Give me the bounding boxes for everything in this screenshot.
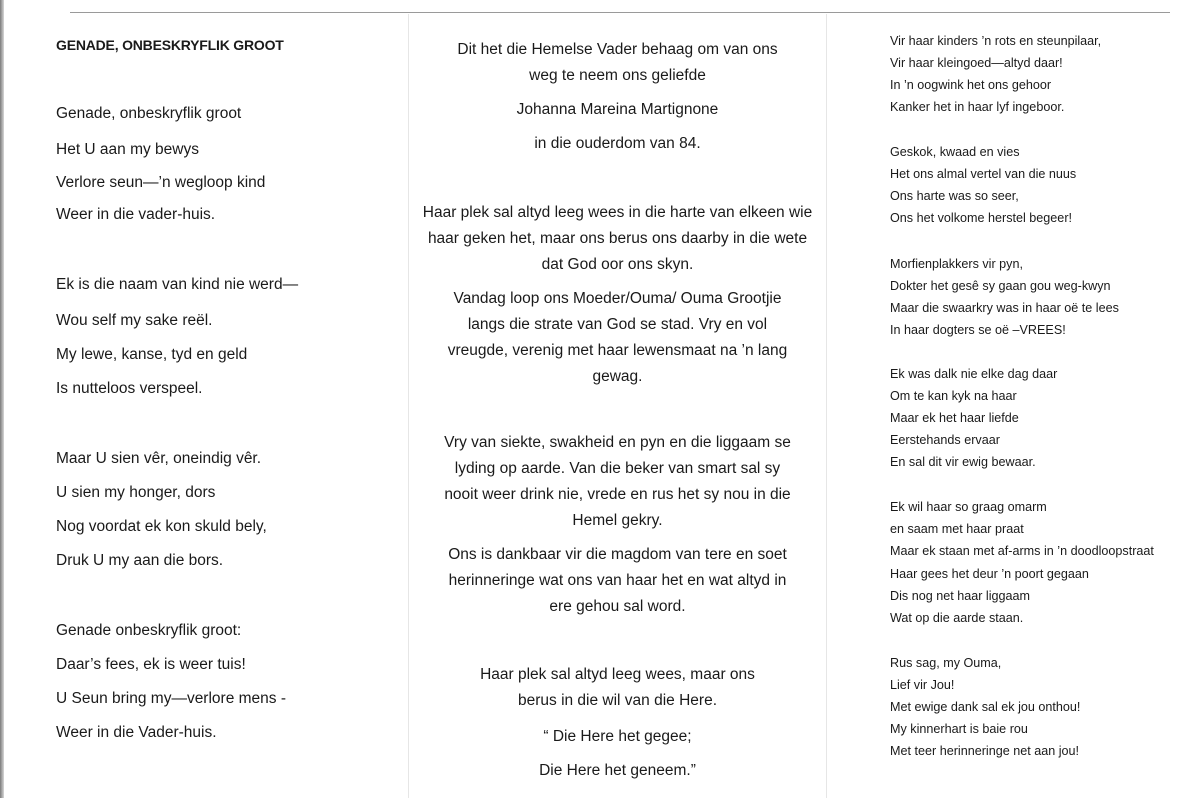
poem-line: Eerstehands ervaar <box>890 433 1000 447</box>
poem-line: Geskok, kwaad en vies <box>890 145 1020 159</box>
poem-line: Maar ek het haar liefde <box>890 411 1019 425</box>
poem-line: Om te kan kyk na haar <box>890 389 1017 403</box>
hymn-line: Wou self my sake reël. <box>56 312 213 329</box>
hymn-line: Weer in die Vader-huis. <box>56 724 217 741</box>
poem-line: Dokter het gesê sy gaan gou weg-kwyn <box>890 279 1111 293</box>
obituary-closing: Haar plek sal altyd leeg wees, maar ons berus in die wil van die Here. <box>480 666 755 709</box>
poem-line: My kinnerhart is baie rou <box>890 722 1028 736</box>
scripture-quote-line: “ Die Here het gegee; <box>543 728 692 745</box>
obituary-paragraph: Vry van siekte, swakheid en pyn en die liggaam se lyding op aarde. Van die beker van smart sal sy nooit weer drink nie, vrede en rus het sy nou in die Hemel gekry. <box>444 434 791 529</box>
poem-line: Lief vir Jou! <box>890 678 955 692</box>
poem-line: In haar dogters se oë –VREES! <box>890 323 1066 337</box>
hymn-line: Genade, onbeskryflik groot <box>56 105 242 122</box>
poem-line: Met ewige dank sal ek jou onthou! <box>890 700 1081 714</box>
poem-line: Maar die swaarkry was in haar oë te lees <box>890 301 1119 315</box>
obituary-intro: Dit het die Hemelse Vader behaag om van ons weg te neem ons geliefde <box>457 41 778 84</box>
hymn-line: My lewe, kanse, tyd en geld <box>56 346 248 363</box>
poem-line: Met teer herinneringe net aan jou! <box>890 744 1080 758</box>
deceased-age: in die ouderdom van 84. <box>534 135 701 152</box>
obituary-paragraph: Ons is dankbaar vir die magdom van tere en soet herinneringe wat ons van haar het en wat altyd in ere gehou sal word. <box>448 546 787 615</box>
poem-line: Ons harte was so seer, <box>890 189 1019 203</box>
poem-line: Dis nog net haar liggaam <box>890 589 1031 603</box>
poem-line: Haar gees het deur ’n poort gegaan <box>890 567 1089 581</box>
hymn-line: Maar U sien vêr, oneindig vêr. <box>56 450 262 467</box>
hymn-line: U Seun bring my—verlore mens - <box>56 690 286 707</box>
hymn-line: Genade onbeskryflik groot: <box>56 622 242 639</box>
poem-line: Kanker het in haar lyf ingeboor. <box>890 100 1065 114</box>
obituary-paragraph: Vandag loop ons Moeder/Ouma/ Ouma Grootjie langs die strate van God se stad. Vry en vol vreugde, verenig met haar lewensmaat na ’n lang gewag. <box>447 290 788 385</box>
poem-line: Maar ek staan met af-arms in ’n doodloopstraat <box>890 544 1154 558</box>
hymn-title: GENADE, ONBESKRYFLIK GROOT <box>56 37 284 53</box>
poem-line: Vir haar kleingoed—altyd daar! <box>890 56 1063 70</box>
obituary-paragraph: Haar plek sal altyd leeg wees in die harte van elkeen wie haar geken het, maar ons berus ons daarby in die wete dat God oor ons skyn. <box>422 204 813 273</box>
hymn-line: U sien my honger, dors <box>56 484 216 501</box>
poem-line: Vir haar kinders ’n rots en steunpilaar, <box>890 34 1102 48</box>
poem-line: Ons het volkome herstel begeer! <box>890 211 1073 225</box>
top-fold-line <box>70 12 1170 13</box>
hymn-line: Verlore seun—’n wegloop kind <box>56 174 266 191</box>
hymn-line: Druk U my aan die bors. <box>56 552 224 569</box>
poem-line: Wat op die aarde staan. <box>890 611 1024 625</box>
fold-line-2 <box>826 14 827 798</box>
hymn-line: Weer in die vader-huis. <box>56 206 216 223</box>
hymn-line: Daar’s fees, ek is weer tuis! <box>56 656 246 673</box>
hymn-line: Ek is die naam van kind nie werd— <box>56 276 299 293</box>
poem-line: In ’n oogwink het ons gehoor <box>890 78 1052 92</box>
poem-line: Ek was dalk nie elke dag daar <box>890 367 1058 381</box>
poem-line: Morfienplakkers vir pyn, <box>890 257 1023 271</box>
poem-line: Ek wil haar so graag omarm <box>890 500 1047 514</box>
fold-line-1 <box>408 14 409 798</box>
hymn-line: Nog voordat ek kon skuld bely, <box>56 518 267 535</box>
hymn-line: Het U aan my bewys <box>56 141 199 158</box>
deceased-name: Johanna Mareina Martignone <box>516 101 719 118</box>
scan-edge <box>0 0 4 798</box>
poem-line: Het ons almal vertel van die nuus <box>890 167 1077 181</box>
poem-line: Rus sag, my Ouma, <box>890 656 1002 670</box>
poem-line: en saam met haar praat <box>890 522 1024 536</box>
poem-line: En sal dit vir ewig bewaar. <box>890 455 1036 469</box>
hymn-line: Is nutteloos verspeel. <box>56 380 203 397</box>
scripture-quote-line: Die Here het geneem.” <box>539 762 696 779</box>
